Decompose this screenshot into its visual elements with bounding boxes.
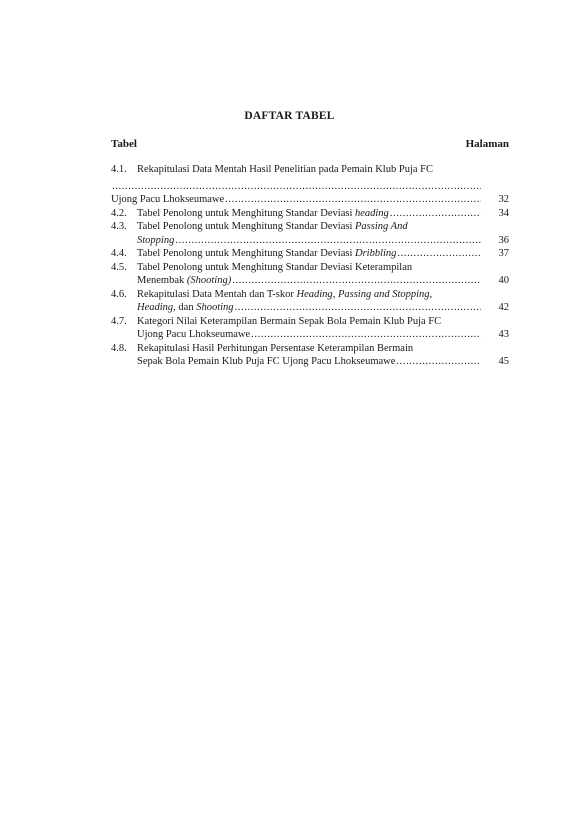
toc-entry (111, 163, 509, 207)
entry-number: 4.2. (111, 207, 127, 219)
entry-title-line: Kategori Nilai Keterampilan Bermain Sepak Bola Pemain Klub Puja FC (137, 315, 442, 327)
entry-title-line: Menembak (Shooting) (137, 275, 232, 286)
dot-leader (251, 328, 481, 342)
toc-entry (111, 261, 509, 288)
dot-leader (397, 247, 481, 261)
entry-title-line: Rekapitulasi Data Mentah dan T-skor Heading, Passing and Stopping, (137, 288, 433, 300)
toc-entry (111, 207, 509, 221)
entry-page-number: 37 (498, 248, 509, 259)
entry-page-number: 45 (498, 356, 509, 367)
dot-leader (175, 234, 481, 248)
toc-entry (111, 247, 509, 261)
entry-title-line: Heading, dan Shooting (137, 302, 234, 313)
entry-title-line: Tabel Penolong untuk Menghitung Standar Deviasi Dribbling (137, 248, 397, 259)
entry-page-number: 34 (498, 207, 509, 219)
entry-number: 4.7. (111, 315, 127, 327)
entry-title-italic: heading (354, 207, 389, 219)
column-header-tabel: Tabel (111, 138, 137, 150)
entry-title-line: Ujong Pacu Lhokseumawe (137, 329, 251, 340)
page-title: DAFTAR TABEL (244, 110, 335, 122)
entry-page-number: 42 (498, 302, 509, 313)
entry-number: 4.8. (111, 342, 127, 354)
entry-title-line: Stopping (137, 234, 175, 246)
dot-leader (396, 355, 481, 369)
entry-page-number: 43 (498, 329, 509, 340)
entry-title-text: Tabel Penolong untuk Menghitung Standar Deviasi (137, 207, 355, 219)
entry-number: 4.1. (111, 164, 127, 175)
toc-entry (111, 315, 509, 342)
toc-entry (111, 288, 509, 315)
entry-number: 4.4. (111, 248, 127, 259)
entry-title-line (137, 207, 389, 221)
entry-title-line: Rekapitulasi Hasil Perhitungan Persentase Keterampilan Bermain (137, 342, 414, 354)
entry-number: 4.6. (111, 288, 127, 300)
entry-number: 4.3. (111, 221, 127, 232)
entry-title-line: Tabel Penolong untuk Menghitung Standar Deviasi Passing And (137, 221, 408, 232)
entry-page-number: 40 (498, 275, 509, 286)
entry-title-line: Tabel Penolong untuk Menghitung Standar Deviasi Keterampilan (137, 261, 413, 273)
toc-entry (111, 342, 509, 369)
entry-page-number: 36 (498, 234, 509, 246)
entry-title-line: Ujong Pacu Lhokseumawe (111, 194, 225, 205)
dot-leader (235, 301, 481, 315)
entry-title-line: Sepak Bola Pemain Klub Puja FC Ujong Pacu Lhokseumawe (137, 356, 396, 367)
toc-entry (111, 220, 509, 247)
column-header-halaman: Halaman (465, 138, 509, 150)
entry-page-number: 32 (498, 194, 509, 205)
dot-leader (225, 193, 481, 207)
dot-leader (390, 207, 481, 221)
table-of-tables (111, 163, 509, 369)
entry-title-line: Rekapitulasi Data Mentah Hasil Penelitian pada Pemain Klub Puja FC (137, 164, 433, 175)
dot-leader (232, 274, 481, 288)
entry-number: 4.5. (111, 261, 127, 273)
